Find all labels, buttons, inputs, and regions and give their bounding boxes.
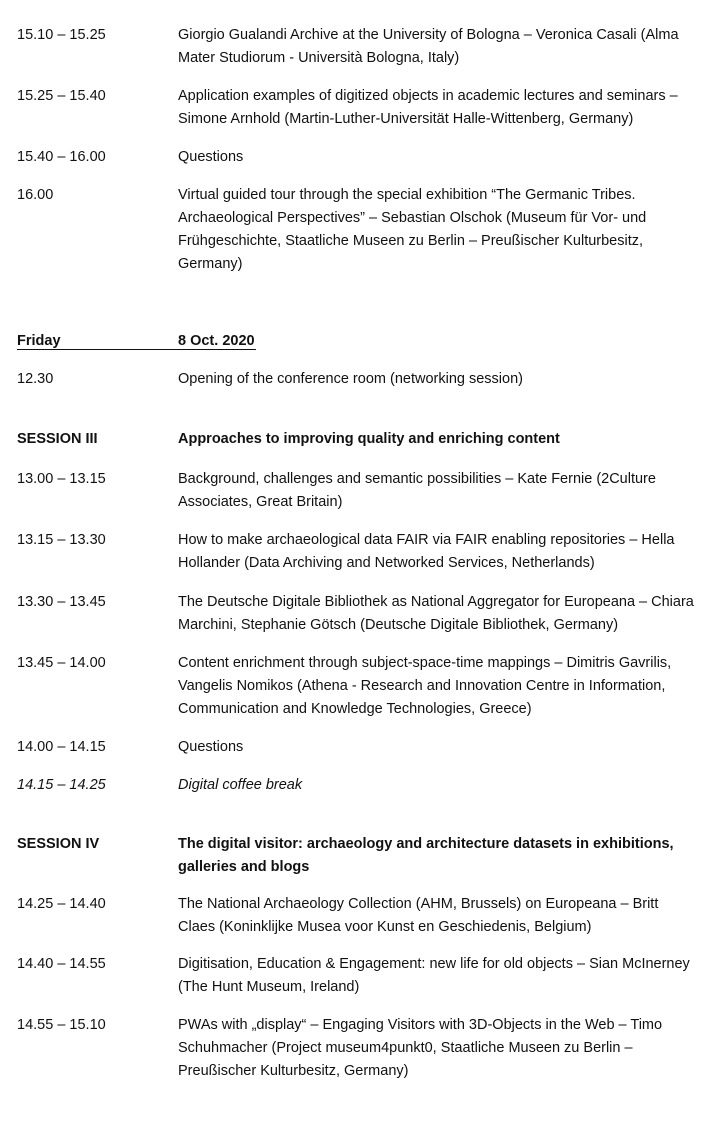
talk-description: Virtual guided tour through the special exhibition “The Germanic Tribes. Archaeological Perspectives” – Sebastian Olschok (Museum für Vor- und Frühgeschichte, Staatliche Museen zu Berlin – Preußischer Kulturbesitz, Germany) [178, 187, 647, 272]
time-slot: 13.30 – 13.45 [17, 594, 106, 610]
talk-description: The Deutsche Digitale Bibliothek as National Aggregator for Europeana – Chiara Marchini, Stephanie Götsch (Deutsche Digitale Bibliothek, Germany) [178, 594, 694, 633]
time-slot: 15.25 – 15.40 [17, 88, 106, 104]
talk-description: PWAs with „display“ – Engaging Visitors with 3D-Objects in the Web – Timo Schuhmacher (Project museum4punkt0, Staatliche Museen zu Berlin – Preußischer Kulturbesitz, Germany) [178, 1017, 663, 1079]
time-slot: 13.45 – 14.00 [17, 655, 106, 671]
time-slot: 16.00 [17, 187, 54, 203]
session-title: The digital visitor: archaeology and architecture datasets in exhibitions, galleries and blogs [178, 836, 674, 875]
talk-description: Giorgio Gualandi Archive at the University of Bologna – Veronica Casali (Alma Mater Studiorum - Università Bologna, Italy) [178, 27, 679, 66]
time-slot: 12.30 [17, 371, 54, 387]
talk-description: Digitisation, Education & Engagement: new life for old objects – Sian McInerney (The Hunt Museum, Ireland) [178, 956, 690, 995]
talk-description: Opening of the conference room (networking session) [178, 371, 523, 387]
session-label: SESSION III [17, 431, 98, 447]
time-slot: 15.10 – 15.25 [17, 27, 106, 43]
talk-description: The National Archaeology Collection (AHM, Brussels) on Europeana – Britt Claes (Koninklijke Musea voor Kunst en Geschiedenis, Belgium) [178, 896, 659, 935]
session-label: SESSION IV [17, 836, 100, 852]
time-slot: 14.40 – 14.55 [17, 956, 106, 972]
break-time: 14.15 – 14.25 [17, 777, 106, 793]
talk-description: Application examples of digitized objects in academic lectures and seminars – Simone Arnhold (Martin-Luther-Universität Halle-Wittenberg, Germany) [178, 88, 678, 127]
day-underline [17, 349, 256, 350]
talk-description: Background, challenges and semantic possibilities – Kate Fernie (2Culture Associates, Great Britain) [178, 471, 656, 510]
time-slot: 13.00 – 13.15 [17, 471, 106, 487]
day-date: 8 Oct. 2020 [178, 333, 255, 349]
talk-description: How to make archaeological data FAIR via FAIR enabling repositories – Hella Hollander (Data Archiving and Networked Services, Netherlands) [178, 532, 675, 571]
time-slot: 14.25 – 14.40 [17, 896, 106, 912]
talk-description: Questions [178, 739, 244, 755]
session-title: Approaches to improving quality and enriching content [178, 431, 560, 447]
time-slot: 15.40 – 16.00 [17, 149, 106, 165]
break-label: Digital coffee break [178, 777, 303, 793]
talk-description: Content enrichment through subject-space-time mappings – Dimitris Gavrilis, Vangelis Nomikos (Athena - Research and Innovation Centre in Information, Communication and Knowledge Technologies, Greece) [178, 655, 672, 717]
day-name: Friday [17, 333, 61, 349]
time-slot: 13.15 – 13.30 [17, 532, 106, 548]
time-slot: 14.55 – 15.10 [17, 1017, 106, 1033]
talk-description: Questions [178, 149, 244, 165]
time-slot: 14.00 – 14.15 [17, 739, 106, 755]
